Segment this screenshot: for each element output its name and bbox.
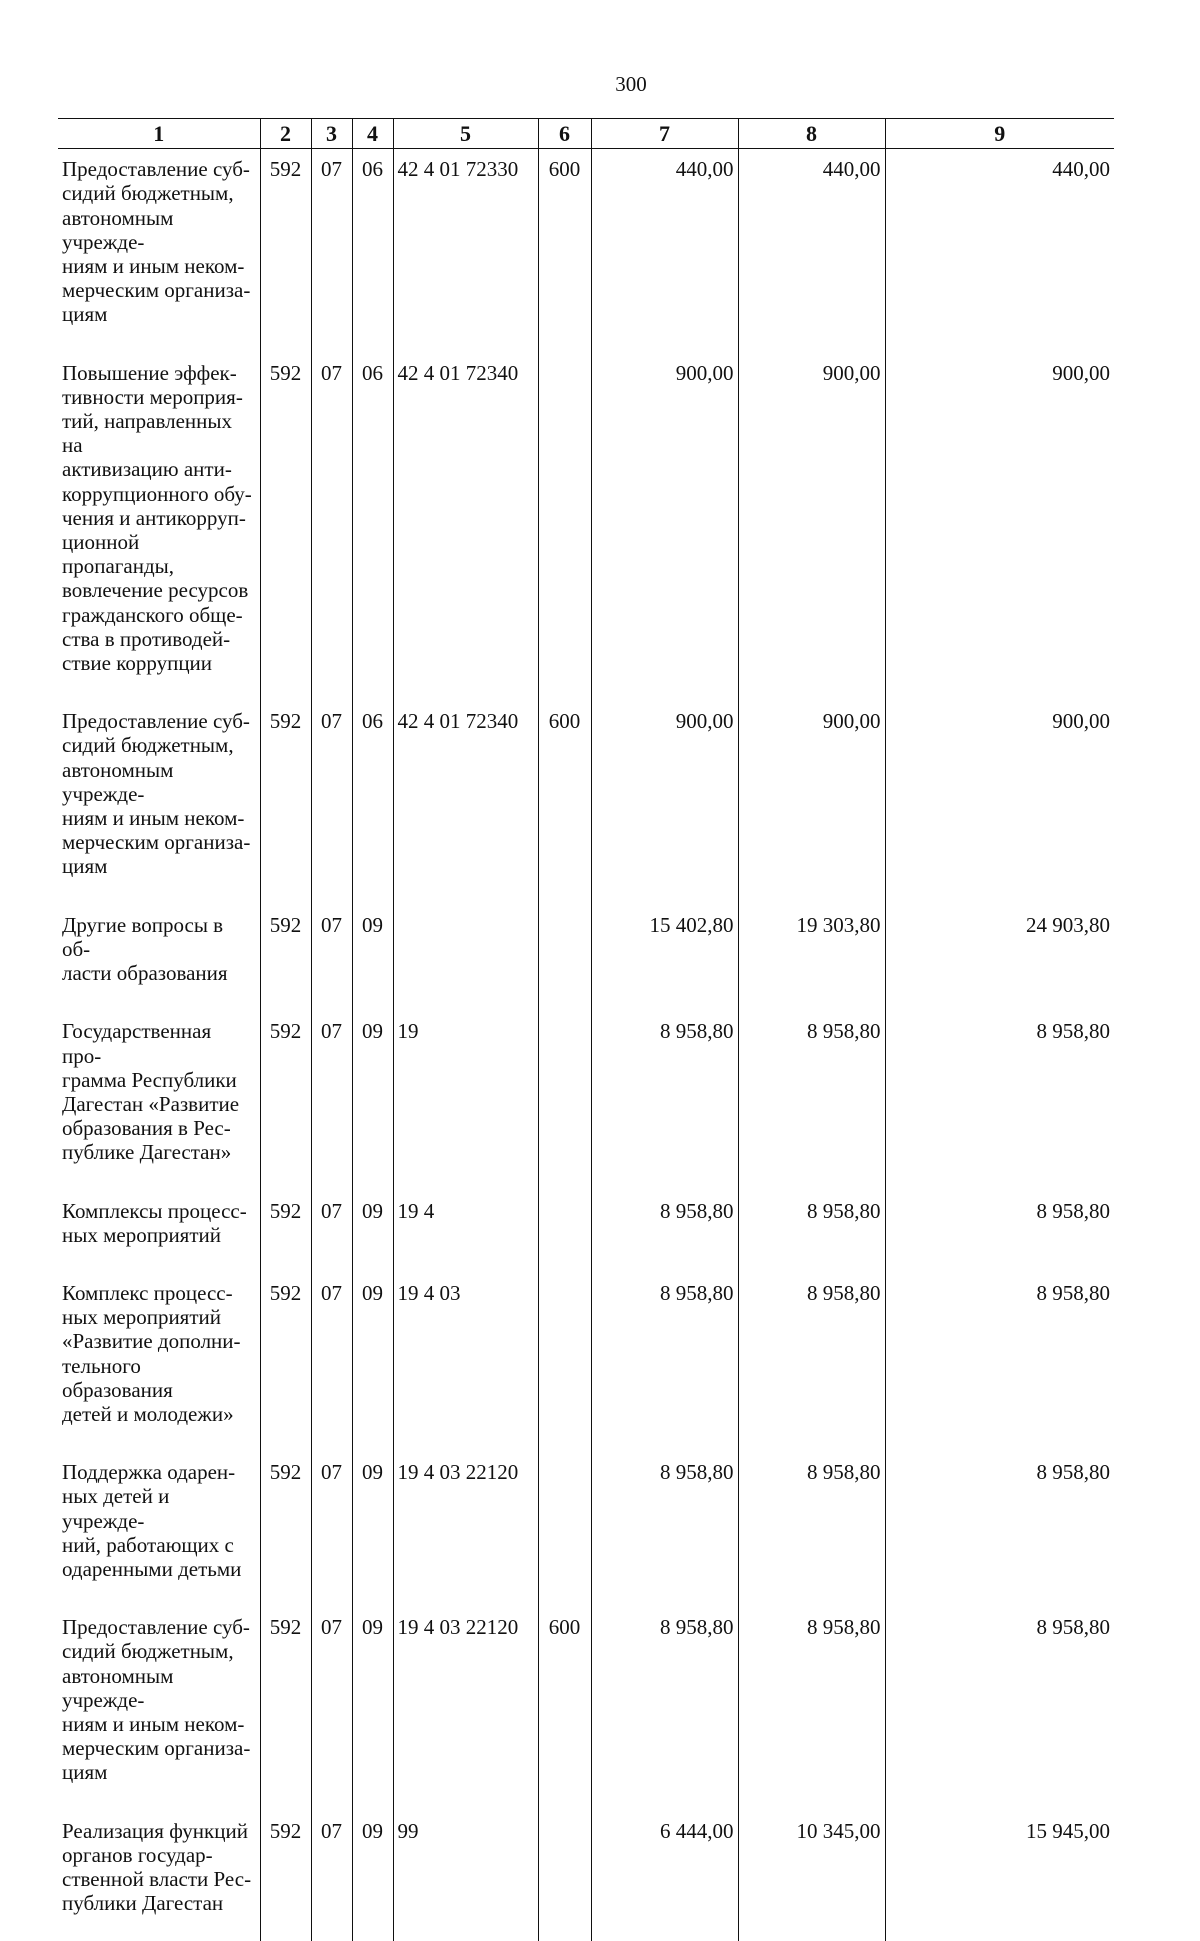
- expense-name-cell: Комплекс процесс- ных мероприятий «Развитие дополни- тельного образования детей и молодежи»: [62, 1280, 241, 1426]
- expense-type-cell: 600: [538, 149, 591, 353]
- column-header-4: 4: [352, 119, 393, 149]
- amount-col8-cell: 8 958,80: [738, 1191, 885, 1273]
- table-row: [58, 701, 1114, 904]
- target-article-cell: 99: [393, 1811, 538, 1941]
- amount-col7-cell: 8 958,80: [591, 1452, 738, 1607]
- ministry-code-cell: 592: [260, 1452, 311, 1607]
- table-row: [58, 1452, 1114, 1607]
- ministry-code-cell: 592: [260, 905, 311, 1012]
- expense-type-cell: [538, 1191, 591, 1273]
- section-code-cell: 07: [311, 1811, 352, 1941]
- amount-col8-cell: 8 958,80: [738, 1607, 885, 1810]
- section-code-cell: 07: [311, 905, 352, 1012]
- amount-col7-cell: 15 402,80: [591, 905, 738, 1012]
- column-header-8: 8: [738, 119, 885, 149]
- table-header: [58, 119, 1114, 149]
- expense-name-cell: Поддержка одарен- ных детей и учрежде- ний, работающих с одаренными детьми: [62, 1460, 242, 1581]
- table-row: [58, 1811, 1114, 1941]
- target-article-cell: 19 4 03 22120: [393, 1452, 538, 1607]
- amount-col9-cell: 24 903,80: [885, 905, 1114, 1012]
- target-article-cell: 42 4 01 72330: [393, 149, 538, 353]
- amount-col7-cell: 8 958,80: [591, 1607, 738, 1810]
- column-header-1: 1: [58, 119, 260, 149]
- amount-col8-cell: 10 345,00: [738, 1811, 885, 1941]
- subsection-code-cell: 09: [352, 1811, 393, 1941]
- column-header-2: 2: [260, 119, 311, 149]
- column-header-7: 7: [591, 119, 738, 149]
- target-article-cell: 19 4 03 22120: [393, 1607, 538, 1810]
- table-row: [58, 1011, 1114, 1190]
- subsection-code-cell: 06: [352, 353, 393, 702]
- column-header-9: 9: [885, 119, 1114, 149]
- subsection-code-cell: 06: [352, 149, 393, 353]
- table-row: [58, 1607, 1114, 1810]
- amount-col7-cell: 900,00: [591, 353, 738, 702]
- table-row: [58, 905, 1114, 1012]
- subsection-code-cell: 09: [352, 1607, 393, 1810]
- amount-col9-cell: 8 958,80: [885, 1191, 1114, 1273]
- subsection-code-cell: 09: [352, 905, 393, 1012]
- ministry-code-cell: 592: [260, 149, 311, 353]
- page-number: 300: [615, 72, 647, 96]
- amount-col9-cell: 15 945,00: [885, 1811, 1114, 1941]
- amount-col8-cell: 19 303,80: [738, 905, 885, 1012]
- amount-col9-cell: 8 958,80: [885, 1452, 1114, 1607]
- section-code-cell: 07: [311, 701, 352, 904]
- table-row: [58, 1191, 1114, 1273]
- ministry-code-cell: 592: [260, 1811, 311, 1941]
- expense-name-cell: Другие вопросы в об- ласти образования: [62, 912, 228, 986]
- expense-name-cell: Повышение эффек- тивности мероприя- тий, направленных на активизацию анти- коррупционного обу- чения и антикорруп- ционной пропаганды, вовлечение ресурсов гражданского обще- ства в противодей- ствие коррупции: [62, 360, 252, 676]
- target-article-cell: [393, 905, 538, 1012]
- column-header-3: 3: [311, 119, 352, 149]
- section-code-cell: 07: [311, 1011, 352, 1190]
- expense-type-cell: [538, 1811, 591, 1941]
- amount-col8-cell: 8 958,80: [738, 1273, 885, 1452]
- expense-type-cell: [538, 1273, 591, 1452]
- amount-col9-cell: 900,00: [885, 701, 1114, 904]
- column-header-5: 5: [393, 119, 538, 149]
- target-article-cell: 42 4 01 72340: [393, 353, 538, 702]
- amount-col7-cell: 8 958,80: [591, 1273, 738, 1452]
- ministry-code-cell: 592: [260, 1191, 311, 1273]
- subsection-code-cell: 09: [352, 1191, 393, 1273]
- expense-name-cell: Комплексы процесс- ных мероприятий: [62, 1198, 247, 1247]
- expense-type-cell: 600: [538, 701, 591, 904]
- target-article-cell: 19 4 03: [393, 1273, 538, 1452]
- amount-col9-cell: 440,00: [885, 149, 1114, 353]
- section-code-cell: 07: [311, 149, 352, 353]
- section-code-cell: 07: [311, 1607, 352, 1810]
- amount-col9-cell: 8 958,80: [885, 1273, 1114, 1452]
- expense-type-cell: [538, 353, 591, 702]
- expense-type-cell: [538, 905, 591, 1012]
- section-code-cell: 07: [311, 353, 352, 702]
- table-row: [58, 1273, 1114, 1452]
- target-article-cell: 42 4 01 72340: [393, 701, 538, 904]
- subsection-code-cell: 09: [352, 1452, 393, 1607]
- amount-col9-cell: 8 958,80: [885, 1607, 1114, 1810]
- amount-col7-cell: 8 958,80: [591, 1011, 738, 1190]
- subsection-code-cell: 06: [352, 701, 393, 904]
- amount-col8-cell: 900,00: [738, 353, 885, 702]
- amount-col8-cell: 900,00: [738, 701, 885, 904]
- amount-col9-cell: 900,00: [885, 353, 1114, 702]
- expense-name-cell: Государственная про- грамма Республики Дагестан «Развитие образования в Рес- публике Дагестан»: [62, 1019, 240, 1165]
- amount-col7-cell: 440,00: [591, 149, 738, 353]
- ministry-code-cell: 592: [260, 1011, 311, 1190]
- table-row: [58, 149, 1114, 353]
- amount-col7-cell: 6 444,00: [591, 1811, 738, 1941]
- expense-type-cell: [538, 1011, 591, 1190]
- amount-col8-cell: 440,00: [738, 149, 885, 353]
- section-code-cell: 07: [311, 1273, 352, 1452]
- ministry-code-cell: 592: [260, 701, 311, 904]
- subsection-code-cell: 09: [352, 1011, 393, 1190]
- section-code-cell: 07: [311, 1452, 352, 1607]
- column-header-6: 6: [538, 119, 591, 149]
- amount-col9-cell: 8 958,80: [885, 1011, 1114, 1190]
- expense-type-cell: 600: [538, 1607, 591, 1810]
- expense-name-cell: Реализация функций органов государ- ственной власти Рес- публики Дагестан: [62, 1818, 252, 1916]
- amount-col7-cell: 8 958,80: [591, 1191, 738, 1273]
- amount-col8-cell: 8 958,80: [738, 1452, 885, 1607]
- target-article-cell: 19 4: [393, 1191, 538, 1273]
- ministry-code-cell: 592: [260, 1273, 311, 1452]
- expense-type-cell: [538, 1452, 591, 1607]
- budget-table: [58, 118, 1114, 1941]
- subsection-code-cell: 09: [352, 1273, 393, 1452]
- amount-col7-cell: 900,00: [591, 701, 738, 904]
- amount-col8-cell: 8 958,80: [738, 1011, 885, 1190]
- expense-name-cell: Предоставление суб- сидий бюджетным, автономным учрежде- ниям и иным неком- мерческим организа- циям: [62, 157, 251, 327]
- ministry-code-cell: 592: [260, 1607, 311, 1810]
- table-body: [58, 149, 1114, 1941]
- target-article-cell: 19: [393, 1011, 538, 1190]
- header-row: [58, 119, 1114, 149]
- ministry-code-cell: 592: [260, 353, 311, 702]
- expense-name-cell: Предоставление суб- сидий бюджетным, автономным учрежде- ниям и иным неком- мерческим организа- циям: [62, 709, 251, 879]
- table-row: [58, 353, 1114, 702]
- expense-name-cell: Предоставление суб- сидий бюджетным, автономным учрежде- ниям и иным неком- мерческим организа- циям: [62, 1615, 251, 1785]
- section-code-cell: 07: [311, 1191, 352, 1273]
